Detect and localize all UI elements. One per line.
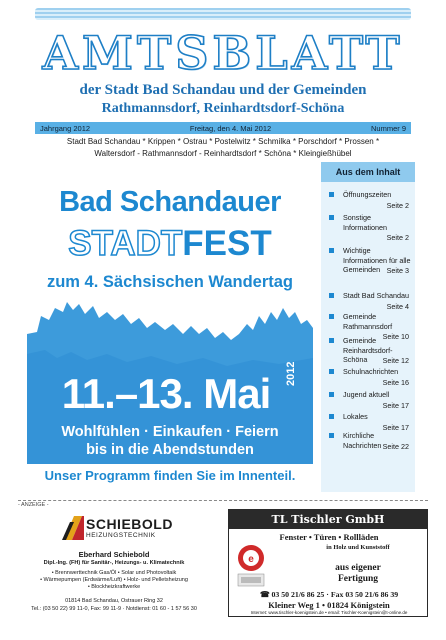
schiebold-ad <box>18 510 210 614</box>
ad-label: - ANZEIGE - <box>18 502 49 508</box>
masthead-title: AMTSBLATT <box>42 26 404 80</box>
toc-label: Kirchliche Nachrichten <box>343 431 382 450</box>
poster-motto: Wohlfühlen · Einkaufen · Feiern <box>61 424 279 440</box>
toc-label: Lokales <box>343 412 368 421</box>
issue-number: Nummer 9 <box>370 123 406 133</box>
jahrgang: Jahrgang 2012 <box>40 123 91 133</box>
poster-subtitle: zum 4. Sächsischen Wandertag <box>46 273 294 291</box>
toc-page: Seite 10 <box>382 332 409 341</box>
square-bullet-icon <box>329 215 334 220</box>
square-bullet-icon <box>329 314 334 319</box>
masthead-municipalities: Rathmannsdorf, Reinhardtsdorf-Schöna <box>101 101 345 116</box>
svg-text:e: e <box>248 554 254 565</box>
square-bullet-icon <box>329 248 334 253</box>
toc-page: Seite 12 <box>382 356 409 365</box>
service-line: • Blockheizkraftwerke <box>87 584 141 591</box>
tischler-web: Internet: www.tischler-koenigstein.de • email: Tischler-Koenigstein@t-online.de <box>250 610 408 615</box>
schiebold-sub: HEIZUNGSTECHNIK <box>86 532 156 539</box>
table-of-contents <box>321 162 415 492</box>
service-line: • Wärmepumpen (Erdwärme/Luft) • Holz- und Pelletsheizung <box>40 577 188 584</box>
schiebold-address <box>18 598 210 613</box>
issue-info-bar <box>35 122 411 134</box>
toc-page: Seite 16 <box>382 377 409 387</box>
tischler-address: Kleiner Weg 1 • 01824 Königstein <box>268 600 390 610</box>
toc-page: Seite 3 <box>386 266 409 275</box>
poster-fest: FEST <box>182 224 272 263</box>
square-bullet-icon <box>329 293 334 298</box>
tischler-material: in Holz und Kunststoff <box>326 544 390 551</box>
toc-heading: Aus dem Inhalt <box>321 162 415 182</box>
toc-label: Gemeinde Rathmannsdorf <box>343 312 393 331</box>
tischler-fertigung-1: aus eigener <box>335 563 381 573</box>
square-bullet-icon <box>329 392 334 397</box>
toc-label: Stadt Bad Schandau <box>343 291 409 300</box>
toc-page: Seite 2 <box>386 200 409 210</box>
toc-label: Jugend aktuell <box>343 390 390 399</box>
service-line: • Brennwerttechnik Gas/Öl • Solar und Photovoltaik <box>51 570 177 576</box>
poster-date: 11.–13. Mai <box>61 370 271 417</box>
toc-label: Sonstige Informationen <box>343 213 387 232</box>
places-line: Waltersdorf - Rathmannsdorf - Reinhardtsdorf * Schöna * Kleingießhübel <box>94 149 352 158</box>
issue-date: Freitag, den 4. Mai 2012 <box>189 123 272 133</box>
masthead-band <box>35 8 411 20</box>
tischler-phone: ☎ 03 50 21/6 86 25 · Fax 03 50 21/6 86 39 <box>259 590 399 599</box>
schiebold-logo <box>62 512 173 544</box>
tischler-products: Fenster • Türen • Rollläden <box>279 532 379 542</box>
schiebold-name: SCHIEBOLD <box>86 516 173 532</box>
ad-divider <box>18 500 428 501</box>
contact-line: Tel.: (03 50 22) 99 11-0, Fax: 99 11-9 · Notdienst: 01 60 - 1 57 56 30 <box>31 605 197 612</box>
poster-footer: Unser Programm finden Sie im Innenteil. <box>44 468 296 483</box>
square-bullet-icon <box>329 433 334 438</box>
toc-label: Schulnachrichten <box>343 367 399 376</box>
toc-page: Seite 4 <box>386 301 409 311</box>
poster-stadtfest <box>27 224 313 264</box>
poster-motto: bis in die Abendstunden <box>86 442 254 458</box>
square-bullet-icon <box>329 414 334 419</box>
toc-label: Öffnungszeiten <box>343 190 392 199</box>
toc-label: Gemeinde Reinhardtsdorf-Schöna <box>343 336 393 364</box>
schiebold-owner: Eberhard Schiebold <box>78 550 150 559</box>
address-line: 01814 Bad Schandau, Ostrauer Ring 32 <box>65 598 163 604</box>
tischler-ad <box>228 509 428 617</box>
schiebold-logo-icon <box>62 514 84 542</box>
toc-page: Seite 2 <box>386 233 409 242</box>
square-bullet-icon <box>329 192 334 197</box>
toc-page: Seite 17 <box>382 422 409 432</box>
quality-seal-icon <box>235 544 267 588</box>
tischler-fertigung-2: Fertigung <box>337 574 379 584</box>
places-line: Stadt Bad Schandau * Krippen * Ostrau * Postelwitz * Schmilka * Porschdorf * Prossen * <box>66 137 380 146</box>
toc-page: Seite 22 <box>382 441 409 451</box>
tischler-heading: TL Tischler GmbH <box>229 510 427 529</box>
square-bullet-icon <box>329 369 334 374</box>
places-list <box>35 136 411 160</box>
poster-title: Bad Schandauer <box>59 186 281 218</box>
toc-label: Wichtige Informationen für alle Gemeinden <box>343 246 411 274</box>
stadtfest-poster <box>27 162 313 496</box>
masthead-subtitle: der Stadt Bad Schandau und der Gemeinden <box>79 82 367 98</box>
poster-stadt: STADT <box>68 224 183 263</box>
schiebold-desc: Dipl.-Ing. (FH) für Sanitär-, Heizungs- u. Klimatechnik <box>43 560 185 566</box>
square-bullet-icon <box>329 338 334 343</box>
schiebold-services <box>18 570 210 592</box>
poster-year: 2012 <box>285 361 297 386</box>
toc-page: Seite 17 <box>382 400 409 410</box>
